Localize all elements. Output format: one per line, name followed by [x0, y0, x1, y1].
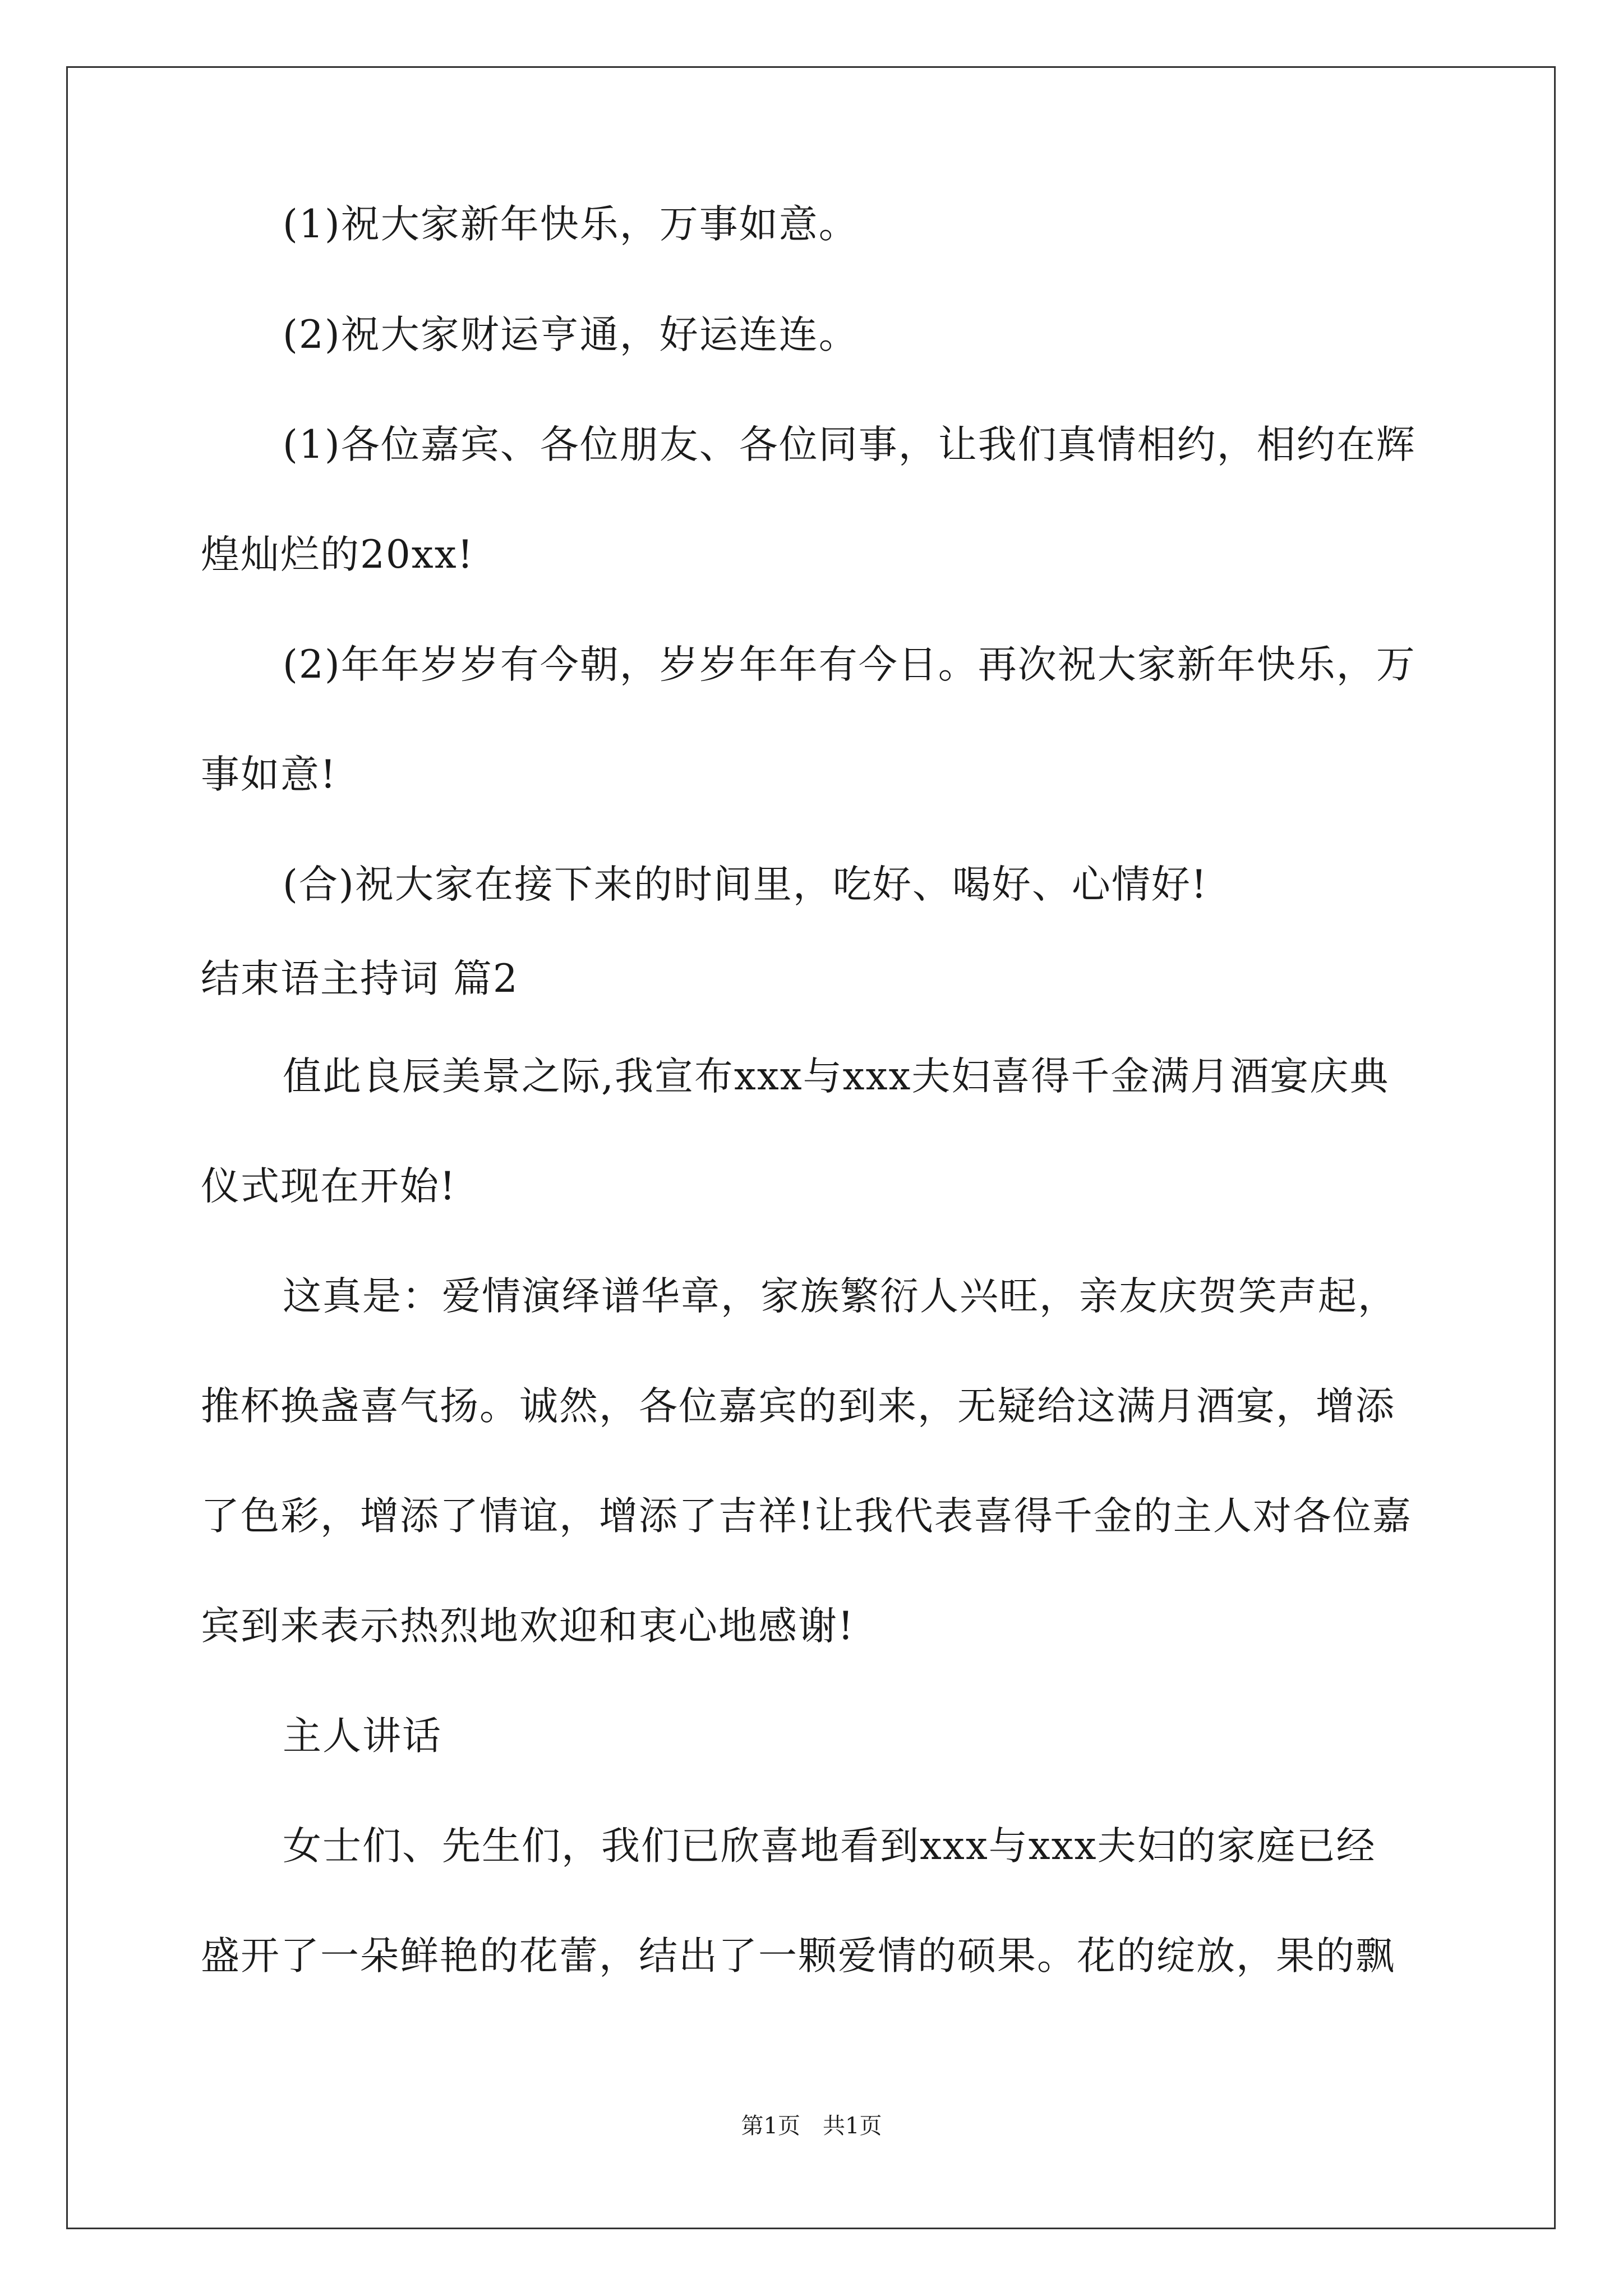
paragraph-line: (2)年年岁岁有今朝，岁岁年年有今日。再次祝大家新年快乐，万: [283, 642, 1416, 687]
paragraph-line: 这真是：爱情演绎谱华章，家族繁衍人兴旺，亲友庆贺笑声起，: [283, 1274, 1398, 1319]
section-heading: 结束语主持词 篇2: [201, 956, 519, 1001]
paragraph-line: (2)祝大家财运亨通，好运连连。: [283, 312, 859, 357]
paragraph-line: 女士们、先生们，我们已欣喜地看到xxx与xxx夫妇的家庭已经: [283, 1824, 1376, 1869]
paragraph-line: 仪式现在开始!: [201, 1164, 457, 1209]
paragraph-line: (1)祝大家新年快乐，万事如意。: [283, 202, 859, 247]
page-border: [66, 66, 1556, 2229]
paragraph-line: 主人讲话: [283, 1714, 442, 1759]
paragraph-line: 煌灿烂的20xx!: [201, 532, 474, 577]
paragraph-line: 宾到来表示热烈地欢迎和衷心地感谢!: [201, 1604, 855, 1649]
paragraph-line: 事如意!: [201, 752, 337, 797]
paragraph-line: (合)祝大家在接下来的时间里，吃好、喝好、心情好!: [283, 862, 1208, 907]
paragraph-line: 了色彩，增添了情谊，增添了吉祥!让我代表喜得千金的主人对各位嘉: [201, 1494, 1412, 1539]
paragraph-line: 推杯换盏喜气扬。诚然，各位嘉宾的到来，无疑给这满月酒宴，增添: [201, 1384, 1395, 1429]
page-number-footer: 第1页 共1页: [741, 2113, 882, 2139]
paragraph-line: (1)各位嘉宾、各位朋友、各位同事，让我们真情相约，相约在辉: [283, 422, 1416, 467]
paragraph-line: 值此良辰美景之际,我宣布xxx与xxx夫妇喜得千金满月酒宴庆典: [283, 1054, 1390, 1099]
paragraph-line: 盛开了一朵鲜艳的花蕾，结出了一颗爱情的硕果。花的绽放，果的飘: [201, 1934, 1395, 1978]
